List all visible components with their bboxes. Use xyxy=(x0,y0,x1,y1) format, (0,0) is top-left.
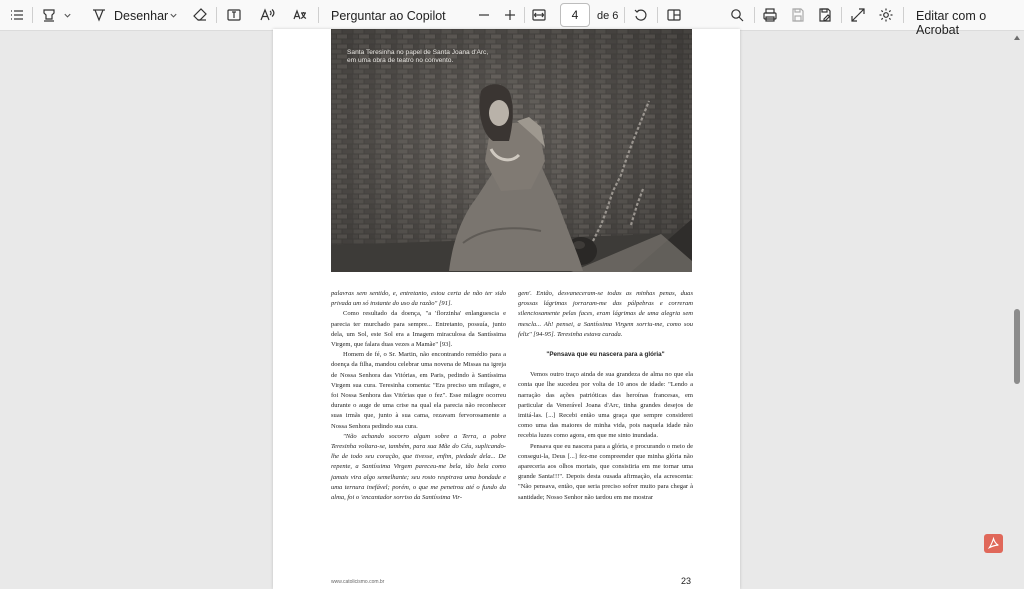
pdf-viewer[interactable] xyxy=(0,31,1024,586)
settings-gear-icon[interactable] xyxy=(878,3,894,27)
page-number: 23 xyxy=(681,576,692,586)
section-heading: "Pensava que eu nascera para a glória" xyxy=(546,351,665,359)
paragraph: "Não achando socorro algum sobre a Terra, a pobre Teresinha voltara-se, também, para sua Mãe do Céu, suplicando-lhe de todo seu coração, que tivesse, enfim, piedade dela... De repente, a Santíssima Virgem pareceu-me bela, tão bela como jamais vira algo semelhante; seu rosto respirava uma bondade e uma ternura inefável; porém, o que me penetrou até o fundo da alma, foi o 'encantador sorriso da Santíssima Vir- xyxy=(331,432,506,502)
text-column-left xyxy=(331,289,506,503)
footer-url: www.catolicismo.com.br xyxy=(331,579,385,585)
scrollbar-thumb[interactable] xyxy=(1014,309,1020,384)
acrobat-icon[interactable] xyxy=(984,534,1003,553)
rotate-icon[interactable] xyxy=(633,3,649,27)
draw-icon[interactable] xyxy=(91,3,107,27)
page-total-label: de 6 xyxy=(597,10,619,22)
text-box-icon[interactable] xyxy=(226,3,242,27)
edit-with-acrobat-button[interactable]: Editar com o Acrobat xyxy=(916,9,987,37)
highlight-icon[interactable] xyxy=(41,3,57,27)
toolbar-divider xyxy=(624,7,625,23)
zoom-in-icon[interactable] xyxy=(502,3,518,27)
toolbar-divider xyxy=(903,7,904,23)
zoom-out-icon[interactable] xyxy=(476,3,492,27)
toolbar-divider xyxy=(841,7,842,23)
read-aloud-icon[interactable] xyxy=(259,3,275,27)
toolbar-divider xyxy=(524,7,525,23)
contents-list-icon[interactable] xyxy=(9,3,25,27)
save-as-icon[interactable] xyxy=(817,3,833,27)
toolbar-divider xyxy=(318,7,319,23)
photo-caption-line: em uma obra de teatro no convento. xyxy=(347,57,454,65)
toolbar-divider xyxy=(216,7,217,23)
document-photo xyxy=(331,29,692,272)
search-icon[interactable] xyxy=(729,3,745,27)
paragraph: Vemos outro traço ainda de sua grandeza de alma no que ela conta que lhe sucedeu por volta de 10 anos de idade: "Lendo a narração das ações patrióticas das heroínas francesas, em particular da Venerável Joana d'Arc, tinha grandes desejos de imitá-las. [...] Recebi então uma graça que sempre considerei como uma das maiores de minha vida, pois naquela idade não recebia luzes como agora, em que me sinto inundada. xyxy=(518,371,693,440)
paragraph: palavras sem sentido, e, entretanto, estou certa de não ter sido privada um só instante do uso da razão" [91]. xyxy=(331,290,506,308)
toolbar-divider xyxy=(754,7,755,23)
translate-icon[interactable] xyxy=(292,3,308,27)
paragraph: gem'. Então, desvaneceram-se todas as minhas penas, duas grossas lágrimas jorraram-me das pálpebras e correram silenciosamente pelas faces, eram lágrimas de uma alegria sem mescla... Ah! pensei, a Santíssima Virgem sorriu-me, como sou feliz" [94-95]. Teresinha estava curada. xyxy=(518,290,693,338)
pdf-toolbar xyxy=(0,0,1024,37)
print-icon[interactable] xyxy=(762,3,778,27)
eraser-icon[interactable] xyxy=(192,3,208,27)
fit-to-width-icon[interactable] xyxy=(531,3,547,27)
photo-caption xyxy=(347,49,488,66)
highlight-chevron-down-icon[interactable] xyxy=(63,3,72,27)
vertical-scrollbar[interactable] xyxy=(1012,31,1022,576)
photo-caption-line: Santa Teresinha no papel de Santa Joana d'Arc, xyxy=(347,49,489,56)
draw-chevron-down-icon[interactable] xyxy=(169,3,178,27)
save-icon[interactable] xyxy=(790,3,806,27)
text-column-right xyxy=(518,289,693,503)
draw-label[interactable]: Desenhar xyxy=(114,9,169,23)
pdf-page xyxy=(273,29,740,589)
paragraph: Homem de fé, o Sr. Martin, não encontrando remédio para a doença da filha, mandou celebrar uma novena de Missas na igreja de Nossa Senhora das Vitórias, em Paris, pedindo à Santíssima Virgem sua cura. Teresinha comenta: "Era preciso um milagre, e foi Nossa Senhora das Vitórias que o fez". Esse milagre ocorreu durante o auge de uma crise na qual ela parecia não reconhecer suas irmãs que, junto à sua cama, rezavam fervorosamente a Nossa Senhora pedindo sua cura. xyxy=(331,351,506,430)
page-view-icon[interactable] xyxy=(666,3,682,27)
page-number-input[interactable]: 4 xyxy=(560,3,590,27)
paragraph: Como resultado da doença, "a 'florzinha' enlanguescia e parecia ter murchado para sempre... Entretanto, possuía, junto dela, um Sol, este Sol era a Imagem miraculosa da Santíssima Virgem, que falara duas vezes a Mamãe" [93]. xyxy=(331,310,506,349)
toolbar-divider xyxy=(657,7,658,23)
expand-icon[interactable] xyxy=(850,3,866,27)
paragraph: Pensava que eu nascera para a glória, e procurando o meio de consegui-la, Deus [...] fez-me compreender que minha glória não apareceria aos olhos mortais, que consistiria em me tornar uma grande Santa!!!". Depois desta ousada afirmação, ela acrescenta: "Não pensava, então, que seria preciso sofrer muito para chegar à santidade; Nosso Senhor não tardou em me mostrar xyxy=(518,442,693,501)
ask-copilot-button[interactable]: Perguntar ao Copilot xyxy=(331,9,446,23)
scroll-up-arrow-icon[interactable] xyxy=(1013,34,1021,42)
toolbar-divider xyxy=(32,7,33,23)
